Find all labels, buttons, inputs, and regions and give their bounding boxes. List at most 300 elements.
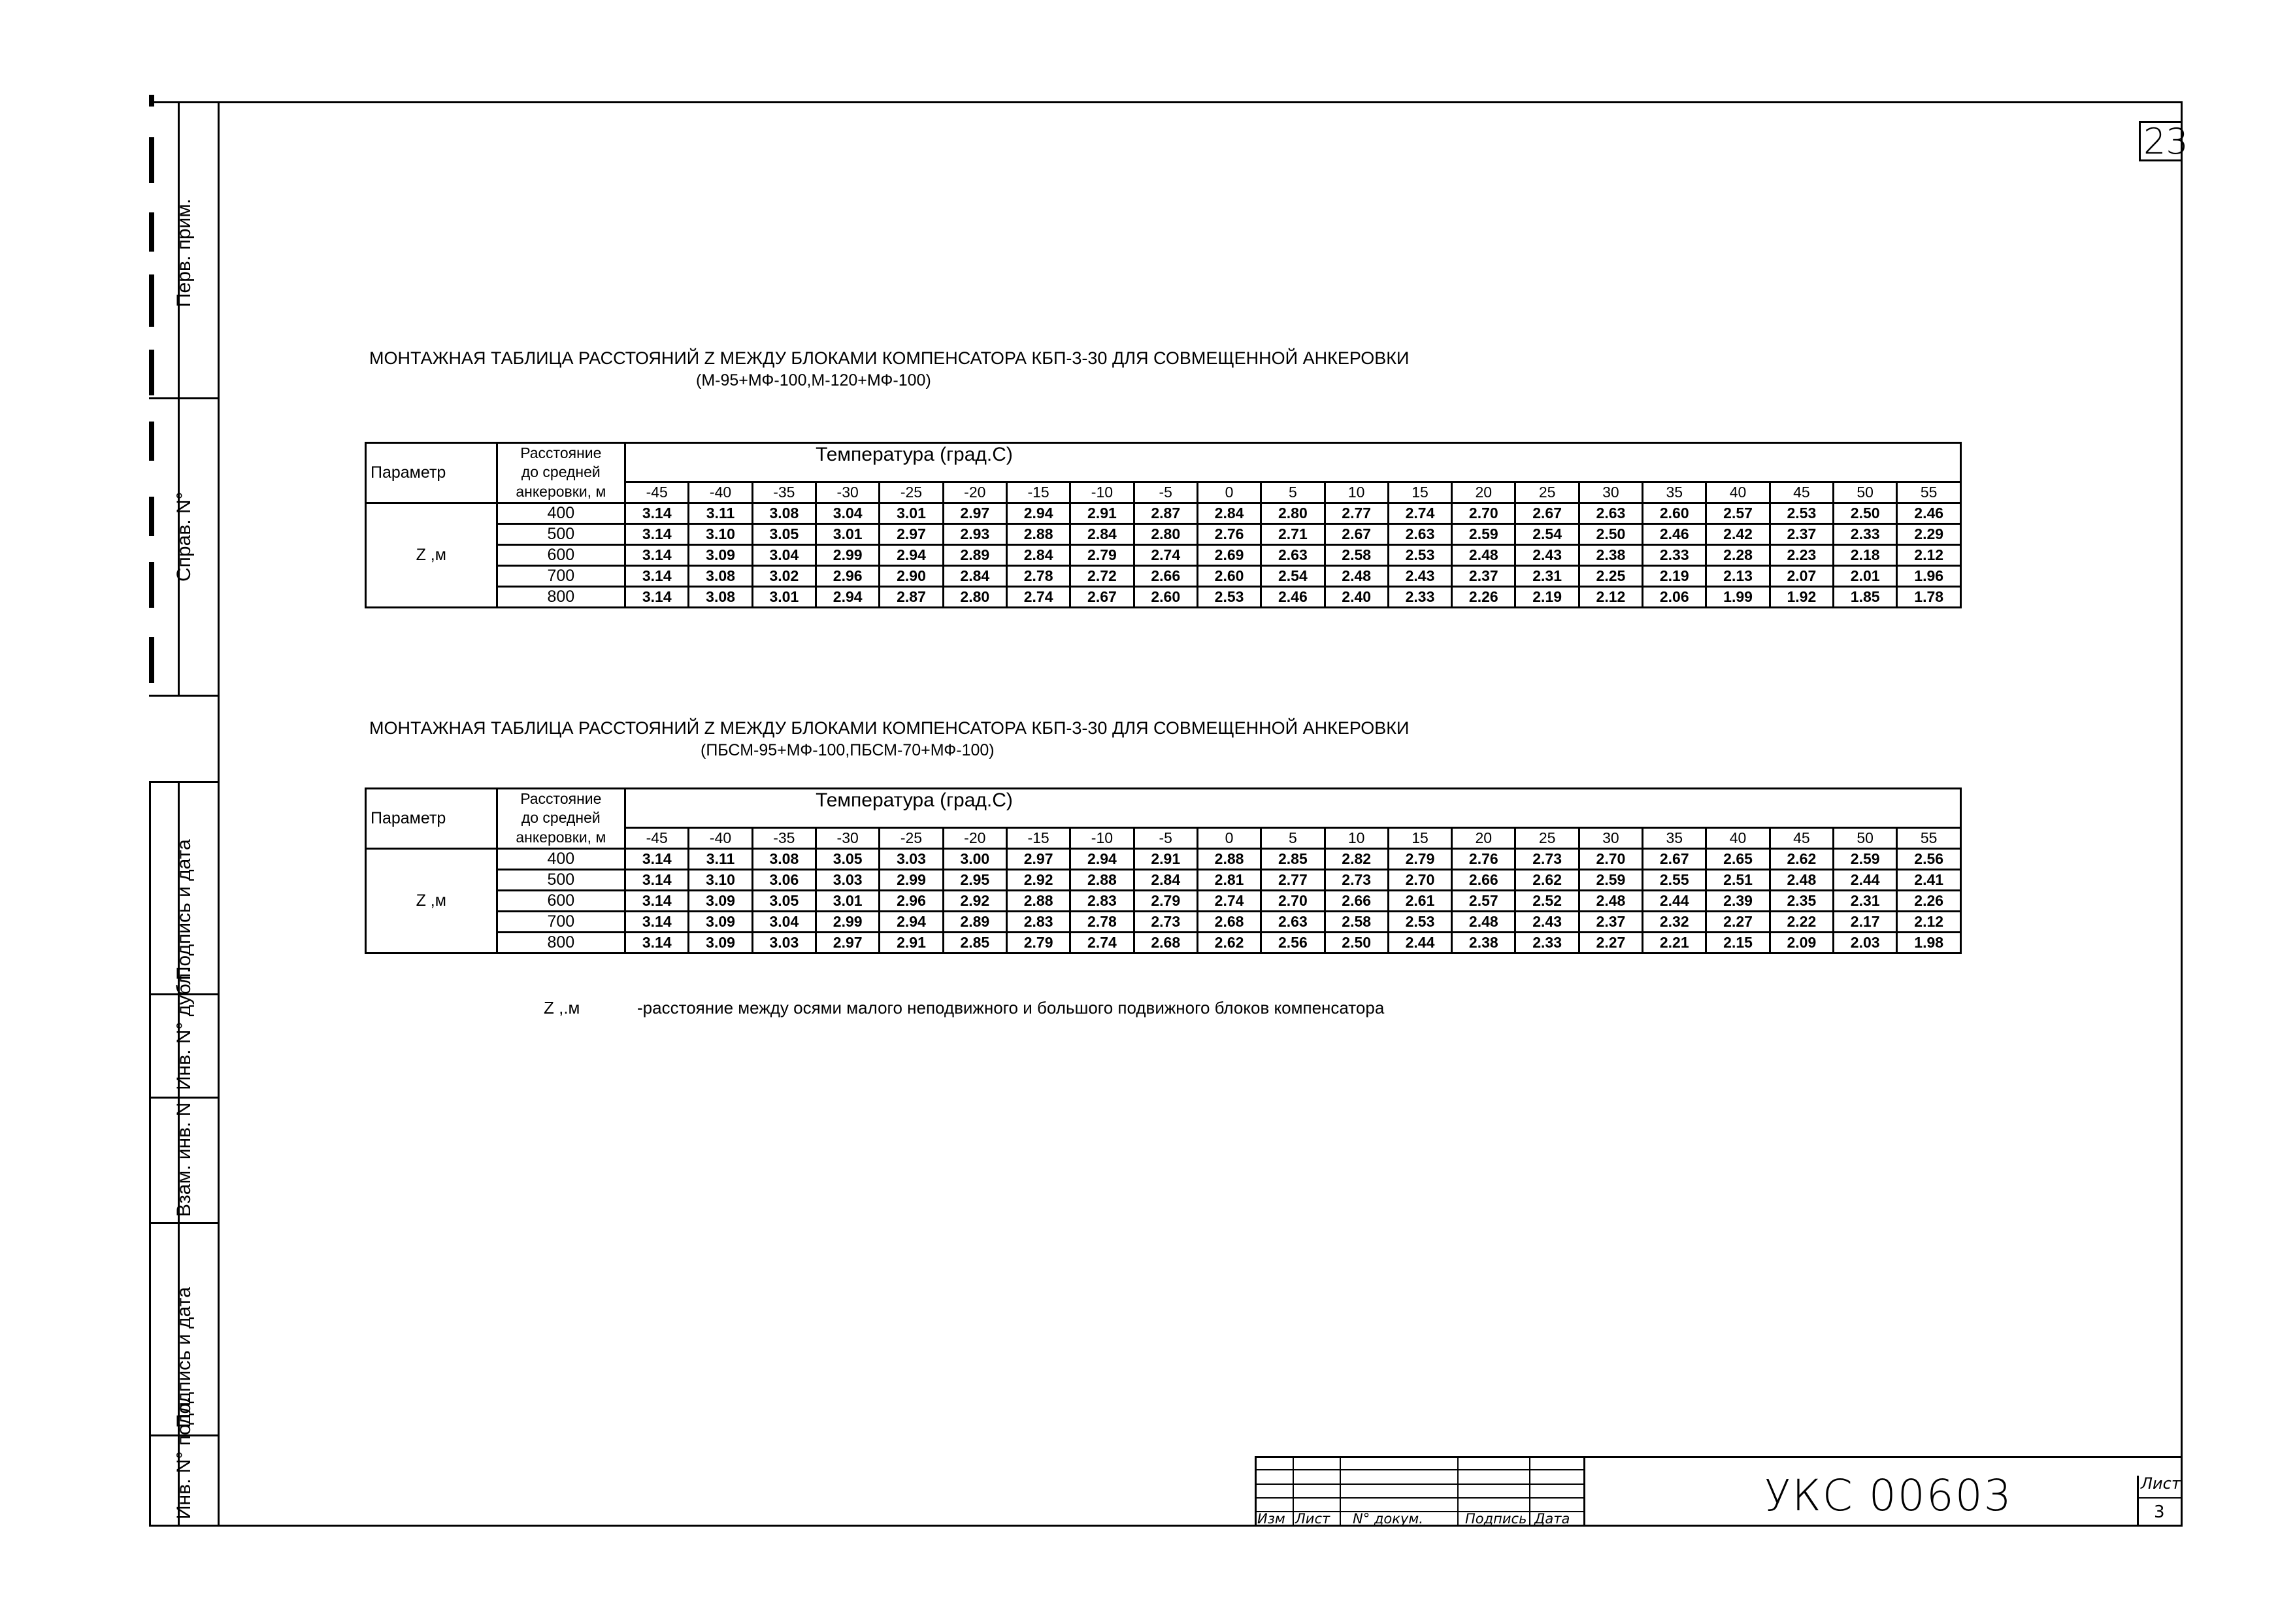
strip-label-inv-podl: Инв. N° подл. (173, 1396, 195, 1519)
table-row (366, 932, 1961, 953)
table2-dist-header-2: до средней (497, 808, 625, 827)
table1-value-cell: 2.12 (1579, 586, 1642, 607)
table1-value-cell: 2.06 (1643, 586, 1706, 607)
table1-distance-cell: 700 (497, 565, 625, 586)
table2-value-cell: 3.09 (689, 932, 752, 953)
table1-value-cell: 2.38 (1579, 544, 1642, 565)
table2-value-cell: 2.56 (1261, 932, 1325, 953)
table2-distance-cell: 400 (497, 848, 625, 869)
table1-value-cell: 3.04 (752, 544, 816, 565)
table2-value-cell: 2.35 (1770, 890, 1833, 911)
table2-value-cell: 2.79 (1006, 932, 1070, 953)
table2-value-cell: 3.14 (625, 932, 689, 953)
table2-temp-col: -25 (880, 827, 943, 848)
table2-value-cell: 2.73 (1134, 911, 1197, 932)
strip-mark-1 (149, 95, 154, 107)
table1-value-cell: 2.87 (1134, 503, 1197, 523)
table2-temp-col: 35 (1643, 827, 1706, 848)
table1-value-cell: 1.92 (1770, 586, 1833, 607)
table1-value-cell: 2.07 (1770, 565, 1833, 586)
table-row (366, 523, 1961, 544)
note-text: -расстояние между осями малого неподвижного и большого подвижного блоков компенсатора (637, 998, 1385, 1018)
table1-value-cell: 3.04 (816, 503, 880, 523)
tb-left-line (1255, 1456, 1257, 1526)
table2-value-cell: 2.68 (1134, 932, 1197, 953)
table1-value-cell: 3.14 (625, 544, 689, 565)
table-row (366, 890, 1961, 911)
table1-value-cell: 3.14 (625, 565, 689, 586)
strip-mark-4 (149, 274, 154, 327)
table2-value-cell: 2.12 (1897, 911, 1961, 932)
table1-temp-col: 30 (1579, 482, 1642, 503)
table1-value-cell: 2.19 (1643, 565, 1706, 586)
table2-value-cell: 3.06 (752, 869, 816, 890)
table1-value-cell: 2.46 (1897, 503, 1961, 523)
table1-value-cell: 2.50 (1579, 523, 1642, 544)
strip-label-inv-dubl: Инв. N° дубл. (173, 967, 195, 1090)
table1-value-cell: 2.79 (1070, 544, 1134, 565)
table1-temp-col: 0 (1197, 482, 1261, 503)
table1-value-cell: 2.84 (943, 565, 1006, 586)
table1-value-cell: 2.63 (1261, 544, 1325, 565)
table1-temp-col: 20 (1452, 482, 1515, 503)
table2-temp-col: -40 (689, 827, 752, 848)
table1-value-cell: 2.37 (1770, 523, 1833, 544)
table1-value-cell: 1.99 (1706, 586, 1770, 607)
table2-value-cell: 2.92 (943, 890, 1006, 911)
table1-dist-header-3: анкеровки, м (497, 482, 625, 503)
table1-value-cell: 2.48 (1452, 544, 1515, 565)
table2-value-cell: 2.51 (1706, 869, 1770, 890)
strip-mark-8 (149, 562, 154, 608)
table2-value-cell: 2.97 (1006, 848, 1070, 869)
table2-distance-cell: 800 (497, 932, 625, 953)
table-row (366, 544, 1961, 565)
table1-value-cell: 2.94 (816, 586, 880, 607)
table1-value-cell: 2.63 (1579, 503, 1642, 523)
table1-value-cell: 2.60 (1197, 565, 1261, 586)
strip-mark-9 (149, 637, 154, 683)
table2-value-cell: 2.66 (1325, 890, 1388, 911)
table2-value-cell: 3.10 (689, 869, 752, 890)
table1-value-cell: 3.01 (816, 523, 880, 544)
table1-value-cell: 2.76 (1197, 523, 1261, 544)
table1-value-cell: 2.77 (1325, 503, 1388, 523)
table2-value-cell: 2.79 (1134, 890, 1197, 911)
tb-sheet-sep (2137, 1497, 2181, 1499)
table2-temp-col: 15 (1388, 827, 1451, 848)
table2-value-cell: 2.61 (1388, 890, 1451, 911)
table1-value-cell: 3.08 (752, 503, 816, 523)
table2-value-cell: 2.88 (1006, 890, 1070, 911)
table1-value-cell: 3.08 (689, 586, 752, 607)
table2-value-cell: 2.27 (1579, 932, 1642, 953)
table2-temp-col: 50 (1834, 827, 1897, 848)
table2-value-cell: 3.09 (689, 890, 752, 911)
table2-value-cell: 2.74 (1197, 890, 1261, 911)
note-symbol: Z ,.м (544, 998, 580, 1018)
table2-value-cell: 3.05 (816, 848, 880, 869)
table1-value-cell: 2.84 (1070, 523, 1134, 544)
table1-value-cell: 2.33 (1834, 523, 1897, 544)
table1-value-cell: 2.74 (1006, 586, 1070, 607)
table1-dist-header-1: Расстояние (497, 443, 625, 463)
table1-value-cell: 2.54 (1261, 565, 1325, 586)
table1-value-cell: 2.60 (1643, 503, 1706, 523)
table1-value-cell: 2.67 (1070, 586, 1134, 607)
tb-vline-4 (1529, 1456, 1530, 1526)
tb-doc-code: УКС 00603 (1764, 1470, 2013, 1521)
table2-value-cell: 3.14 (625, 869, 689, 890)
table1-value-cell: 3.10 (689, 523, 752, 544)
table1-value-cell: 2.84 (1006, 544, 1070, 565)
strip-outer-line-bottom (149, 781, 151, 1526)
table1-subtitle: (М-95+МФ-100,М-120+МФ-100) (696, 371, 931, 389)
table2-value-cell: 2.38 (1452, 932, 1515, 953)
table1-temp-col: -40 (689, 482, 752, 503)
table2-value-cell: 2.78 (1070, 911, 1134, 932)
table1-distance-cell: 800 (497, 586, 625, 607)
table2-value-cell: 2.91 (880, 932, 943, 953)
table1-temp-col: 40 (1706, 482, 1770, 503)
table1-temp-col: -35 (752, 482, 816, 503)
table2-value-cell: 2.09 (1770, 932, 1833, 953)
table1-value-cell: 2.91 (1070, 503, 1134, 523)
table2-value-cell: 2.43 (1515, 911, 1579, 932)
table2-value-cell: 2.83 (1070, 890, 1134, 911)
table2-temp-col: 5 (1261, 827, 1325, 848)
tb-top-line (1255, 1456, 2181, 1458)
table1-value-cell: 2.53 (1388, 544, 1451, 565)
table1-value-cell: 2.96 (816, 565, 880, 586)
strip-sep-6 (149, 1222, 220, 1224)
table1-dist-header-2: до средней (497, 463, 625, 482)
table2-value-cell: 2.53 (1388, 911, 1451, 932)
tb-hline-3 (1255, 1497, 1585, 1499)
table1-value-cell: 2.53 (1197, 586, 1261, 607)
table2-value-cell: 2.94 (1070, 848, 1134, 869)
table1-param-header: Параметр (366, 443, 497, 503)
table2-param-header: Параметр (366, 789, 497, 849)
table2-value-cell: 2.03 (1834, 932, 1897, 953)
table2-value-cell: 2.59 (1834, 848, 1897, 869)
table2-value-cell: 2.63 (1261, 911, 1325, 932)
table2-value-cell: 3.03 (752, 932, 816, 953)
table1-value-cell: 2.43 (1388, 565, 1451, 586)
table2-temp-col: -5 (1134, 827, 1197, 848)
table2-value-cell: 2.85 (943, 932, 1006, 953)
table2-value-cell: 2.83 (1006, 911, 1070, 932)
table2-temp-header: Температура (град.С) (625, 789, 1961, 828)
table1-value-cell: 2.72 (1070, 565, 1134, 586)
table1-value-cell: 2.90 (880, 565, 943, 586)
table1-value-cell: 1.78 (1897, 586, 1961, 607)
table1-temp-col: -10 (1070, 482, 1134, 503)
table1-value-cell: 3.09 (689, 544, 752, 565)
table1-value-cell: 2.57 (1706, 503, 1770, 523)
table1-temp-col: -5 (1134, 482, 1197, 503)
table2-temp-col: 0 (1197, 827, 1261, 848)
table1-value-cell: 2.53 (1770, 503, 1833, 523)
strip-sep-3 (149, 781, 220, 783)
strip-sep-2 (149, 695, 220, 697)
table1-value-cell: 2.80 (943, 586, 1006, 607)
table2-value-cell: 3.05 (752, 890, 816, 911)
strip-mark-3 (149, 212, 154, 252)
strip-label-perv-prim: Перв. прим. (173, 198, 195, 307)
strip-mark-6 (149, 422, 154, 461)
table2-value-cell: 2.52 (1515, 890, 1579, 911)
table1-value-cell: 3.11 (689, 503, 752, 523)
table1-value-cell: 1.96 (1897, 565, 1961, 586)
tb-sheet-number: 3 (2154, 1502, 2165, 1522)
table2-temp-col: 45 (1770, 827, 1833, 848)
table2-temp-col: 25 (1515, 827, 1579, 848)
table1-value-cell: 3.14 (625, 586, 689, 607)
strip-mark-7 (149, 497, 154, 536)
table2-value-cell: 2.88 (1070, 869, 1134, 890)
table1-value-cell: 2.71 (1261, 523, 1325, 544)
table1-value-cell: 2.67 (1325, 523, 1388, 544)
table1-value-cell: 2.33 (1643, 544, 1706, 565)
table1-value-cell: 2.70 (1452, 503, 1515, 523)
table2-temp-col: -45 (625, 827, 689, 848)
table2-value-cell: 3.09 (689, 911, 752, 932)
table1-temp-col: -20 (943, 482, 1006, 503)
table1-value-cell: 2.19 (1515, 586, 1579, 607)
table2-value-cell: 2.79 (1388, 848, 1451, 869)
table2-value-cell: 2.62 (1770, 848, 1833, 869)
table1-temp-col: 5 (1261, 482, 1325, 503)
table2-value-cell: 2.27 (1706, 911, 1770, 932)
table2-value-cell: 2.41 (1897, 869, 1961, 890)
table1-value-cell: 2.54 (1515, 523, 1579, 544)
table1-value-cell: 2.84 (1197, 503, 1261, 523)
table2-value-cell: 2.67 (1643, 848, 1706, 869)
table1 (365, 442, 1962, 608)
table2-title: МОНТАЖНАЯ ТАБЛИЦА РАССТОЯНИЙ Z МЕЖДУ БЛОКАМИ КОМПЕНСАТОРА КБП-3-30 ДЛЯ СОВМЕЩЕННОЙ АНКЕРОВКИ (369, 718, 1410, 738)
table1-value-cell: 2.12 (1897, 544, 1961, 565)
table1-value-cell: 2.99 (816, 544, 880, 565)
table1-value-cell: 2.74 (1134, 544, 1197, 565)
table2-value-cell: 2.70 (1388, 869, 1451, 890)
table1-value-cell: 2.48 (1325, 565, 1388, 586)
table2-value-cell: 2.33 (1515, 932, 1579, 953)
tb-ndokum: N° докум. (1353, 1511, 1423, 1527)
table2-value-cell: 3.04 (752, 911, 816, 932)
table2-value-cell: 2.31 (1834, 890, 1897, 911)
table1-value-cell: 2.60 (1134, 586, 1197, 607)
frame-right-line (2181, 101, 2183, 1526)
table1-value-cell: 2.97 (880, 523, 943, 544)
table1-distance-cell: 500 (497, 523, 625, 544)
table2-value-cell: 2.97 (816, 932, 880, 953)
table1-value-cell: 2.67 (1515, 503, 1579, 523)
tb-vline-3 (1457, 1456, 1459, 1526)
frame-left-line (218, 101, 220, 1526)
table1-value-cell: 2.40 (1325, 586, 1388, 607)
table2-value-cell: 2.37 (1579, 911, 1642, 932)
table2-value-cell: 2.91 (1134, 848, 1197, 869)
table2-distance-cell: 500 (497, 869, 625, 890)
table1-temp-header: Температура (град.С) (625, 443, 1961, 482)
table1-value-cell: 2.93 (943, 523, 1006, 544)
tb-podpis: Подпись (1465, 1511, 1527, 1527)
table-row (366, 565, 1961, 586)
table2-value-cell: 2.62 (1197, 932, 1261, 953)
table-row (366, 911, 1961, 932)
table1-value-cell: 2.94 (1006, 503, 1070, 523)
table1-value-cell: 2.43 (1515, 544, 1579, 565)
strip-mark-2 (149, 137, 154, 183)
table2-temp-col: 55 (1897, 827, 1961, 848)
table2-value-cell: 2.73 (1325, 869, 1388, 890)
table2-temp-col: 20 (1452, 827, 1515, 848)
table1-value-cell: 3.14 (625, 523, 689, 544)
table1-value-cell: 2.89 (943, 544, 1006, 565)
table2-distance-cell: 700 (497, 911, 625, 932)
table1-value-cell: 2.74 (1388, 503, 1451, 523)
table2-dist-header-1: Расстояние (497, 789, 625, 809)
table1-value-cell: 2.63 (1388, 523, 1451, 544)
table2-value-cell: 2.77 (1261, 869, 1325, 890)
table2-temp-col: -10 (1070, 827, 1134, 848)
table2-value-cell: 2.32 (1643, 911, 1706, 932)
table2-temp-col: -30 (816, 827, 880, 848)
table2-value-cell: 3.08 (752, 848, 816, 869)
strip-label-podpis-1: Подпись и дата (173, 839, 195, 980)
table1-temp-col: -15 (1006, 482, 1070, 503)
table2-value-cell: 3.11 (689, 848, 752, 869)
table1-value-cell: 2.37 (1452, 565, 1515, 586)
table2-value-cell: 3.14 (625, 890, 689, 911)
table2-temp-col: 30 (1579, 827, 1642, 848)
table2-value-cell: 2.44 (1643, 890, 1706, 911)
table2-value-cell: 2.84 (1134, 869, 1197, 890)
title-block (1255, 1456, 2181, 1526)
tb-vline-5 (1583, 1456, 1585, 1526)
strip-label-vzam-inv: Взам. инв. N (173, 1102, 195, 1217)
table1-value-cell: 3.01 (752, 586, 816, 607)
strip-sep-1 (149, 397, 220, 399)
table1-temp-col: 55 (1897, 482, 1961, 503)
table-row (366, 503, 1961, 523)
table2-value-cell: 2.65 (1706, 848, 1770, 869)
table1-value-cell: 2.25 (1579, 565, 1642, 586)
strip-label-sprav: Справ. N° (173, 491, 195, 582)
table2-subtitle: (ПБСМ-95+МФ-100,ПБСМ-70+МФ-100) (701, 741, 995, 759)
table2-value-cell: 2.50 (1325, 932, 1388, 953)
tb-sheet-label: Лист (2141, 1474, 2181, 1493)
table2-value-cell: 2.44 (1834, 869, 1897, 890)
table2-value-cell: 2.68 (1197, 911, 1261, 932)
table2-value-cell: 2.59 (1579, 869, 1642, 890)
table2-value-cell: 2.48 (1579, 890, 1642, 911)
table2-value-cell: 2.99 (816, 911, 880, 932)
table2-value-cell: 2.15 (1706, 932, 1770, 953)
table2-value-cell: 2.85 (1261, 848, 1325, 869)
table1-value-cell: 3.05 (752, 523, 816, 544)
frame-top-line (149, 101, 2183, 103)
table2-temp-col: 40 (1706, 827, 1770, 848)
table1-value-cell: 2.26 (1452, 586, 1515, 607)
table2-value-cell: 2.57 (1452, 890, 1515, 911)
table-row (366, 586, 1961, 607)
table1-value-cell: 1.85 (1834, 586, 1897, 607)
table1-title: МОНТАЖНАЯ ТАБЛИЦА РАССТОЯНИЙ Z МЕЖДУ БЛОКАМИ КОМПЕНСАТОРА КБП-3-30 ДЛЯ СОВМЕЩЕННОЙ АНКЕРОВКИ (369, 348, 1410, 368)
table1-value-cell: 2.29 (1897, 523, 1961, 544)
table1-temp-col: 35 (1643, 482, 1706, 503)
table2-value-cell: 2.99 (880, 869, 943, 890)
table1-value-cell: 2.46 (1643, 523, 1706, 544)
strip-sep-5 (149, 1097, 220, 1099)
table2-value-cell: 2.92 (1006, 869, 1070, 890)
table1-param-label: Z ,м (366, 503, 497, 607)
table1-value-cell: 2.46 (1261, 586, 1325, 607)
table2-value-cell: 2.95 (943, 869, 1006, 890)
table2-value-cell: 2.81 (1197, 869, 1261, 890)
table2-temp-col: 10 (1325, 827, 1388, 848)
table2-value-cell: 3.14 (625, 848, 689, 869)
table1-value-cell: 2.69 (1197, 544, 1261, 565)
table1-value-cell: 3.14 (625, 503, 689, 523)
table1-value-cell: 3.08 (689, 565, 752, 586)
table2-value-cell: 2.48 (1452, 911, 1515, 932)
table2-value-cell: 2.82 (1325, 848, 1388, 869)
table2-value-cell: 2.94 (880, 911, 943, 932)
table2-temp-col: -15 (1006, 827, 1070, 848)
table2 (365, 787, 1962, 954)
table1-value-cell: 2.58 (1325, 544, 1388, 565)
tb-vline-2 (1340, 1456, 1341, 1526)
table2-value-cell: 2.88 (1197, 848, 1261, 869)
table2-value-cell: 2.62 (1515, 869, 1579, 890)
tb-hline-1 (1255, 1469, 1585, 1470)
tb-list: Лист (1295, 1511, 1330, 1527)
tb-izm: Изм (1257, 1511, 1285, 1527)
table1-temp-col: 10 (1325, 482, 1388, 503)
table2-temp-col: -20 (943, 827, 1006, 848)
table1-value-cell: 2.80 (1134, 523, 1197, 544)
table1-value-cell: 2.13 (1706, 565, 1770, 586)
table1-value-cell: 2.66 (1134, 565, 1197, 586)
table-row (366, 869, 1961, 890)
table1-value-cell: 2.18 (1834, 544, 1897, 565)
table-row (366, 848, 1961, 869)
table2-value-cell: 2.21 (1643, 932, 1706, 953)
table1-temp-col: -45 (625, 482, 689, 503)
table1-value-cell: 2.01 (1834, 565, 1897, 586)
table1-value-cell: 2.31 (1515, 565, 1579, 586)
table2-value-cell: 3.01 (816, 890, 880, 911)
table1-value-cell: 2.80 (1261, 503, 1325, 523)
table2-value-cell: 2.73 (1515, 848, 1579, 869)
table2-value-cell: 2.96 (880, 890, 943, 911)
table2-value-cell: 2.26 (1897, 890, 1961, 911)
table1-temp-col: -30 (816, 482, 880, 503)
table2-value-cell: 2.48 (1770, 869, 1833, 890)
tb-data: Дата (1534, 1511, 1570, 1527)
table2-value-cell: 2.44 (1388, 932, 1451, 953)
table1-value-cell: 2.42 (1706, 523, 1770, 544)
table2-value-cell: 2.56 (1897, 848, 1961, 869)
table2-value-cell: 2.58 (1325, 911, 1388, 932)
table1-value-cell: 3.02 (752, 565, 816, 586)
tb-hline-2 (1255, 1483, 1585, 1485)
table1-value-cell: 2.97 (943, 503, 1006, 523)
table1-value-cell: 2.88 (1006, 523, 1070, 544)
table1-temp-col: -25 (880, 482, 943, 503)
